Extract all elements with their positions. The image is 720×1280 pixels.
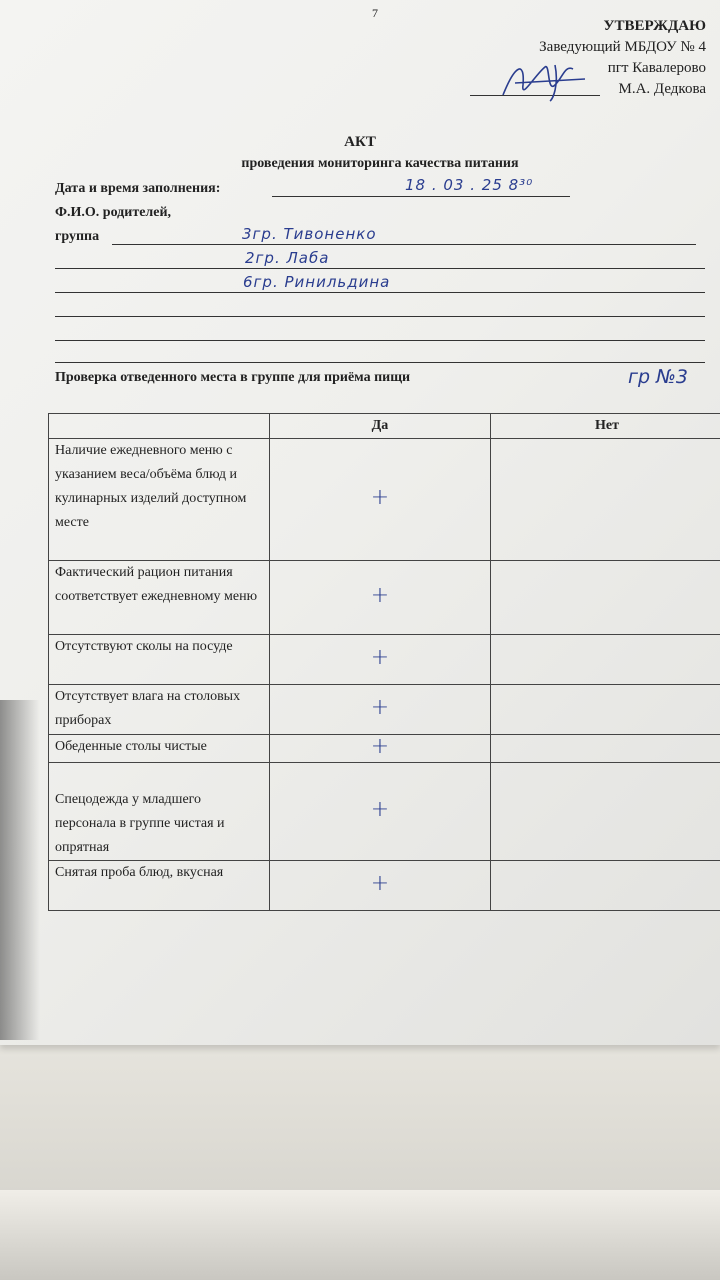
page-number: 7 bbox=[372, 6, 378, 20]
datetime-line bbox=[272, 196, 570, 197]
finger-shadow bbox=[0, 700, 40, 1040]
row-yes bbox=[270, 763, 491, 861]
entry-line-4 bbox=[55, 316, 705, 317]
group-label: группа bbox=[55, 229, 100, 244]
row-item: Отсутствуют сколы на посуде bbox=[49, 635, 270, 685]
row-no bbox=[491, 861, 720, 911]
row-no bbox=[491, 439, 720, 561]
datetime-label: Дата и время заполнения: bbox=[55, 181, 221, 196]
datetime-value: 18 . 03 . 25 8³⁰ bbox=[405, 176, 534, 194]
check-mark: + bbox=[370, 583, 390, 608]
row-item: Обеденные столы чистые bbox=[49, 735, 270, 763]
entry-line-1 bbox=[112, 244, 696, 245]
table-row bbox=[49, 861, 720, 911]
table-edge bbox=[0, 1190, 720, 1280]
row-yes bbox=[270, 561, 491, 635]
approval-heading: УТВЕРЖДАЮ bbox=[603, 18, 706, 34]
checklist-table bbox=[48, 413, 720, 911]
check-mark: + bbox=[370, 797, 390, 822]
entry-3: 6гр. Ринильдина bbox=[243, 273, 391, 291]
table-row bbox=[49, 735, 720, 763]
approval-name: М.А. Дедкова bbox=[618, 81, 706, 97]
row-no bbox=[491, 561, 720, 635]
entry-line-6 bbox=[55, 362, 705, 363]
group-note: гр №3 bbox=[628, 366, 688, 388]
check-mark: + bbox=[370, 485, 390, 510]
signature-image bbox=[495, 55, 595, 105]
row-yes bbox=[270, 635, 491, 685]
section-title: Проверка отведенного места в группе для приёма пищи bbox=[55, 370, 411, 385]
entry-line-2 bbox=[55, 268, 705, 269]
check-mark: + bbox=[370, 871, 390, 896]
header-item bbox=[49, 414, 270, 439]
entry-line-3 bbox=[55, 292, 705, 293]
row-no bbox=[491, 763, 720, 861]
check-mark: + bbox=[370, 645, 390, 670]
background-surface bbox=[0, 1040, 720, 1280]
header-yes: Да bbox=[270, 414, 491, 439]
row-item: Фактический рацион питания соответствует ежедневному меню bbox=[49, 561, 270, 635]
approval-location: пгт Кавалерово bbox=[607, 60, 706, 76]
table-header-row bbox=[49, 414, 720, 439]
row-yes bbox=[270, 685, 491, 735]
table-row bbox=[49, 635, 720, 685]
row-item: Отсутствует влага на столовых приборах bbox=[49, 685, 270, 735]
approval-position: Заведующий МБДОУ № 4 bbox=[539, 39, 706, 55]
table-row bbox=[49, 763, 720, 861]
row-yes bbox=[270, 861, 491, 911]
document-title: АКТ bbox=[344, 134, 376, 150]
parents-label: Ф.И.О. родителей, bbox=[55, 205, 172, 220]
row-no bbox=[491, 635, 720, 685]
entry-line-5 bbox=[55, 340, 705, 341]
row-no bbox=[491, 685, 720, 735]
header-no: Нет bbox=[491, 414, 720, 439]
check-mark: + bbox=[370, 734, 390, 759]
document-subtitle: проведения мониторинга качества питания bbox=[241, 156, 519, 171]
row-item: Спецодежда у младшего персонала в группе чистая и опрятная bbox=[49, 763, 270, 861]
entry-2: 2гр. Лаба bbox=[245, 249, 330, 267]
table-row bbox=[49, 439, 720, 561]
table-row bbox=[49, 561, 720, 635]
entry-1: 3гр. Тивоненко bbox=[242, 225, 377, 243]
row-yes bbox=[270, 439, 491, 561]
check-mark: + bbox=[370, 695, 390, 720]
row-item: Снятая проба блюд, вкусная bbox=[49, 861, 270, 911]
row-yes bbox=[270, 735, 491, 763]
table-row bbox=[49, 685, 720, 735]
row-no bbox=[491, 735, 720, 763]
row-item: Наличие ежедневного меню с указанием веса/объёма блюд и кулинарных изделий доступном месте bbox=[49, 439, 270, 561]
